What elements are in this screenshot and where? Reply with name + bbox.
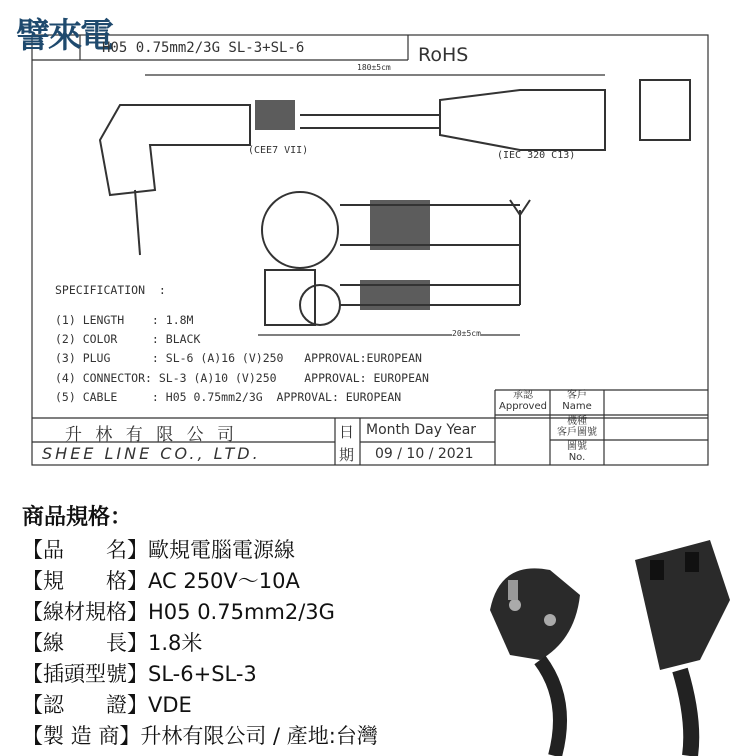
spec-line: (3) PLUG : SL-6 (A)16 (V)250 APPROVAL:EUROPEAN xyxy=(55,351,422,365)
product-photo xyxy=(460,520,756,756)
date-value: 09 / 10 / 2021 xyxy=(375,446,474,462)
spec-line: (2) COLOR : BLACK xyxy=(55,332,201,346)
company-name-en: SHEE LINE CO., LTD. xyxy=(42,444,261,463)
spec-line: (4) CONNECTOR: SL-3 (A)10 (V)250 APPROVAL: EUROPEAN xyxy=(55,371,429,385)
spec-line: (1) LENGTH : 1.8M xyxy=(55,313,194,327)
rohs-label: RoHS xyxy=(418,44,469,66)
spec-heading: SPECIFICATION : xyxy=(55,283,166,297)
approved-cell: 承認 Approved xyxy=(499,390,547,412)
plug-face-drawing xyxy=(262,192,338,268)
brand-logo: 譬來電 xyxy=(16,16,112,56)
connector-drawing xyxy=(440,90,605,150)
short-dimension: 20±5cm xyxy=(452,329,481,338)
date-label-top: 日 xyxy=(339,423,355,441)
plug-label: (CEE7 VII) xyxy=(248,145,309,156)
drawing-title: H05 0.75mm2/3G SL-3+SL-6 xyxy=(102,40,305,56)
customer-drawing-cell: 機種 客戶圖號 xyxy=(557,416,597,438)
spec-row: 【規 格】AC 250V～10A xyxy=(22,569,300,593)
connector-label: (IEC 320 C13) xyxy=(497,150,576,161)
spec-row: 【線材規格】H05 0.75mm2/3G xyxy=(22,600,335,624)
plug-photo xyxy=(490,568,580,660)
spec-row: 【插頭型號】SL-6+SL-3 xyxy=(22,662,257,686)
date-label-bottom: 期 xyxy=(339,446,355,464)
name-cell: 客戶 Name xyxy=(562,390,592,412)
connector-photo xyxy=(635,540,730,670)
drawing-no-cell: 圖號 No. xyxy=(567,441,587,463)
spec-line: (5) CABLE : H05 0.75mm2/3G APPROVAL: EUROPEAN xyxy=(55,390,402,404)
product-specs-heading: 商品規格： xyxy=(22,505,133,530)
spec-row: 【品 名】歐規電腦電源線 xyxy=(22,538,295,562)
length-dimension: 180±5cm xyxy=(357,63,391,72)
plug-drawing xyxy=(100,105,250,195)
spec-row: 【認 證】VDE xyxy=(22,693,192,717)
date-header: Month Day Year xyxy=(366,422,477,438)
company-name-zh: 升 林 有 限 公 司 xyxy=(65,425,239,445)
spec-row: 【製 造 商】升林有限公司 / 產地:台灣 xyxy=(22,724,378,748)
spec-row: 【線 長】1.8米 xyxy=(22,631,203,655)
connector-face-drawing xyxy=(300,285,340,325)
